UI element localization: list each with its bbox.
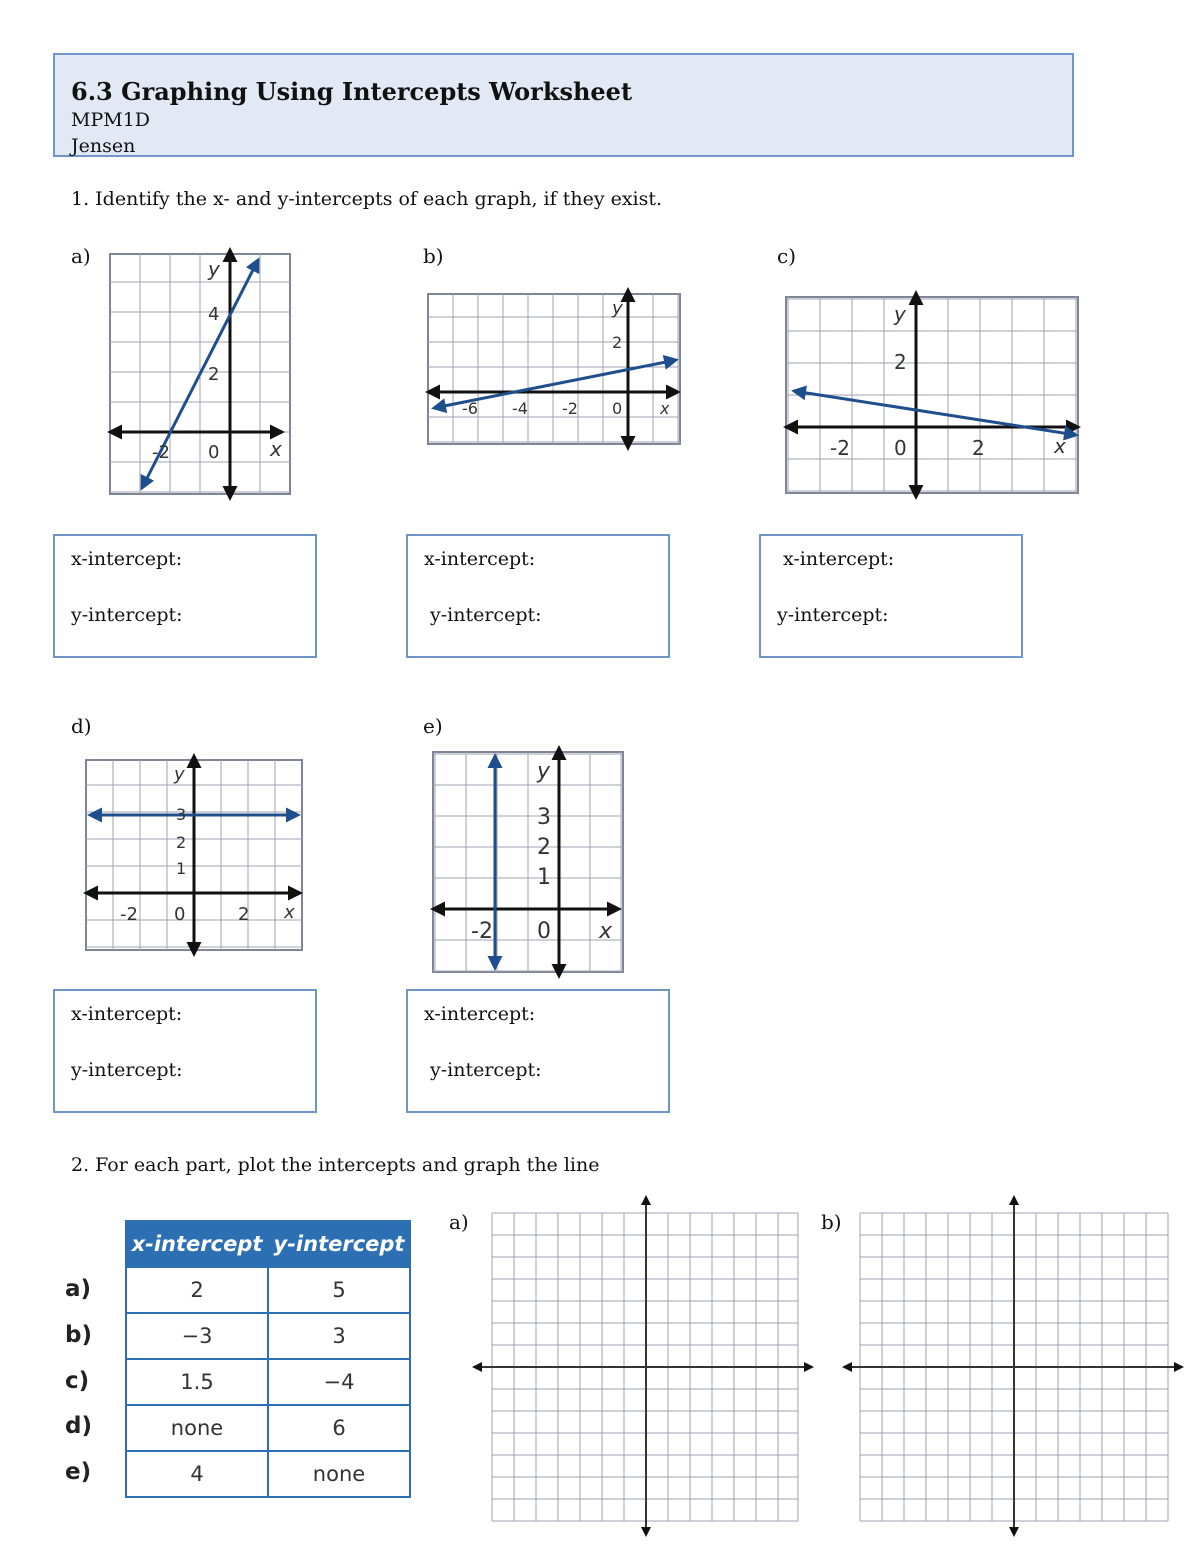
tick-label: -2 — [471, 919, 493, 944]
blank-grid-a[interactable] — [470, 1195, 815, 1520]
table-row — [126, 1359, 410, 1405]
x-intercept-label: x-intercept: — [424, 1003, 536, 1025]
tick-label: -6 — [462, 399, 478, 418]
tick-label: 1 — [537, 865, 551, 890]
tick-label: 1 — [176, 859, 187, 878]
y-intercept-label: y-intercept: — [430, 1059, 542, 1081]
answer-box-e[interactable] — [406, 989, 670, 1113]
table-row — [126, 1313, 410, 1359]
table-row-label: c) — [65, 1368, 90, 1394]
x-intercept-label: x-intercept: — [71, 1003, 183, 1025]
y-intercept-label: y-intercept: — [71, 1059, 183, 1081]
graph-e — [433, 752, 623, 972]
tick-label: x — [284, 902, 295, 923]
tick-label: 2 — [972, 436, 985, 460]
col-header-x-intercept: x-intercept — [126, 1221, 268, 1267]
table-cell: none — [268, 1451, 410, 1497]
x-intercept-label: x-intercept: — [783, 548, 895, 570]
intercepts-table — [125, 1220, 411, 1498]
table-cell: 2 — [126, 1267, 268, 1313]
tick-label: -2 — [562, 399, 578, 418]
tick-label: 2 — [537, 835, 551, 860]
table-cell: −3 — [126, 1313, 268, 1359]
col-header-y-intercept: y-intercept — [268, 1221, 410, 1267]
grid-b-label: b) — [821, 1210, 842, 1234]
grid-a-label: a) — [449, 1210, 469, 1234]
answer-box-c[interactable] — [759, 534, 1023, 658]
tick-label: x — [599, 919, 613, 944]
graph-d — [86, 760, 302, 950]
table-row-label: d) — [65, 1413, 92, 1439]
tick-label: 0 — [208, 442, 220, 463]
table-cell: 1.5 — [126, 1359, 268, 1405]
part-d-label: d) — [71, 714, 92, 738]
part-c-label: c) — [777, 244, 797, 268]
table-cell: −4 — [268, 1359, 410, 1405]
y-intercept-label: y-intercept: — [71, 604, 183, 626]
table-row — [126, 1451, 410, 1497]
table-row — [126, 1267, 410, 1313]
tick-label: 0 — [174, 904, 186, 925]
course-code: MPM1D — [71, 109, 151, 131]
graph-c — [786, 297, 1078, 493]
question-1-text: 1. Identify the x- and y-intercepts of each graph, if they exist. — [71, 188, 663, 210]
tick-label: y — [174, 764, 185, 785]
tick-label: 0 — [612, 399, 623, 418]
tick-label: x — [660, 399, 670, 418]
answer-box-a[interactable] — [53, 534, 317, 658]
table-cell: none — [126, 1405, 268, 1451]
answer-box-d[interactable] — [53, 989, 317, 1113]
part-e-label: e) — [423, 714, 443, 738]
tick-label: 3 — [537, 805, 551, 830]
tick-label: -2 — [120, 904, 138, 925]
y-intercept-label: y-intercept: — [430, 604, 542, 626]
table-cell: 3 — [268, 1313, 410, 1359]
tick-label: y — [537, 759, 551, 784]
tick-label: 2 — [612, 333, 623, 352]
tick-label: 4 — [208, 304, 220, 325]
part-a-label: a) — [71, 244, 91, 268]
tick-label: y — [612, 298, 623, 319]
table-row-label: e) — [65, 1459, 92, 1485]
blank-grid-b[interactable] — [840, 1195, 1180, 1520]
tick-label: -4 — [512, 399, 528, 418]
x-intercept-label: x-intercept: — [71, 548, 183, 570]
tick-label: y — [208, 257, 220, 281]
tick-label: -2 — [152, 442, 170, 463]
part-b-label: b) — [423, 244, 444, 268]
graph-b — [428, 294, 680, 444]
teacher-name: Jensen — [71, 135, 136, 157]
table-row-label: b) — [65, 1322, 92, 1348]
tick-label: y — [894, 302, 906, 326]
tick-label: x — [1054, 434, 1066, 458]
table-cell: 4 — [126, 1451, 268, 1497]
x-intercept-label: x-intercept: — [424, 548, 536, 570]
y-intercept-label: y-intercept: — [777, 604, 889, 626]
table-row — [126, 1405, 410, 1451]
tick-label: 2 — [238, 904, 250, 925]
question-2-text: 2. For each part, plot the intercepts and graph the line — [71, 1154, 600, 1176]
answer-box-b[interactable] — [406, 534, 670, 658]
tick-label: 2 — [208, 364, 220, 385]
worksheet-header — [53, 53, 1074, 157]
tick-label: 0 — [894, 436, 907, 460]
tick-label: x — [270, 437, 282, 461]
tick-label: 0 — [537, 919, 551, 944]
worksheet-title: 6.3 Graphing Using Intercepts Worksheet — [71, 77, 633, 106]
tick-label: 3 — [176, 805, 187, 824]
tick-label: 2 — [894, 350, 907, 374]
table-row-label: a) — [65, 1276, 92, 1302]
tick-label: -2 — [830, 436, 850, 460]
tick-label: 2 — [176, 833, 187, 852]
graph-a — [110, 254, 290, 494]
table-cell: 5 — [268, 1267, 410, 1313]
table-cell: 6 — [268, 1405, 410, 1451]
